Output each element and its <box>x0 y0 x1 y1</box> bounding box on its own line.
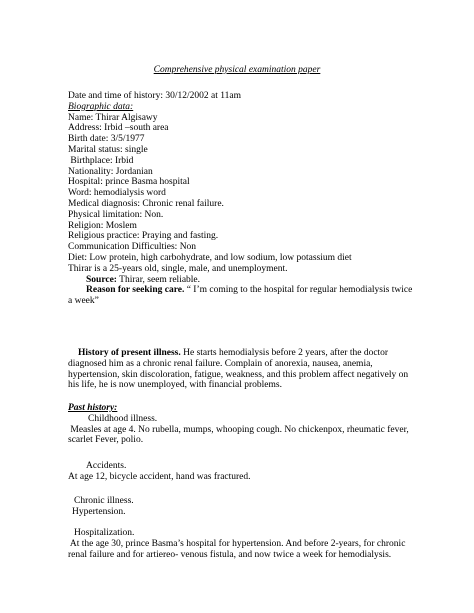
childhood-label: Childhood illness. <box>88 413 158 424</box>
hpi-text: He starts hemodialysis before 2 years, after the doctor <box>180 348 389 358</box>
document-title: Comprehensive physical examination paper <box>153 65 321 75</box>
childhood-line: Measles at age 4. No rubella, mumps, whooping cough. No chickenpox, rheumatic fever, <box>68 424 409 435</box>
hpi-first-line <box>68 348 418 359</box>
hpi-line: hypertension, skin discoloration, fatigue, weakness, and this problem affect negatively on <box>68 369 409 380</box>
chronic-label: Chronic illness. <box>74 496 134 506</box>
bio-line: Address: Irbid –south area <box>68 123 169 134</box>
accidents-label: Accidents. <box>86 461 127 471</box>
hospitalization-section <box>68 528 418 560</box>
past-history-heading: Past history: <box>68 403 118 413</box>
present-illness-section <box>68 348 418 391</box>
bio-line: Word: hemodialysis word <box>68 188 166 199</box>
accidents-text: At age 12, bicycle accident, hand was fractured. <box>68 471 251 482</box>
chronic-section <box>68 496 418 518</box>
reason-text: “ I’m coming to the hospital for regular hemodialysis twice <box>184 285 413 296</box>
biographic-heading: Biographic data: <box>68 101 134 112</box>
source-label: Source: <box>86 274 117 285</box>
past-history-section <box>68 403 418 446</box>
source-text: Thirar, seem reliable. <box>116 274 201 285</box>
bio-line: Nationality: Jordanian <box>68 166 153 177</box>
bio-line: Name: Thirar Algisawy <box>68 112 158 123</box>
bio-line: Physical limitation: Non. <box>68 209 164 220</box>
reason-label: Reason for seeking care. <box>86 285 185 296</box>
childhood-line: scarlet Fever, polio. <box>68 435 144 446</box>
source-line <box>68 275 418 286</box>
hospitalization-label: Hospitalization. <box>74 528 135 538</box>
reason-line-continued: a week” <box>68 296 99 307</box>
hospitalization-line: renal failure and for artiereo- venous fistula, and now twice a week for hemodialysis. <box>68 549 392 560</box>
hpi-line: diagnosed him as a chronic renal failure. Complain of anorexia, nausea, anemia, <box>68 358 373 369</box>
bio-line: Medical diagnosis: Chronic renal failure. <box>68 198 224 209</box>
bio-line: Birth date: 3/5/1977 <box>68 134 145 145</box>
history-date: Date and time of history: 30/12/2002 at 11am <box>68 91 241 101</box>
bio-line: Thirar is a 25-years old, single, male, and unemployment. <box>68 263 288 274</box>
hpi-label: History of present illness. <box>78 348 181 358</box>
bio-line: Marital status: single <box>68 144 148 155</box>
bio-line: Diet: Low protein, high carbohydrate, and low sodium, low potassium diet <box>68 252 352 263</box>
chronic-text: Hypertension. <box>72 506 126 517</box>
bio-line: Birthplace: Irbid <box>68 155 134 166</box>
bio-line: Communication Difficulties: Non <box>68 242 197 253</box>
hpi-line: his life, he is now unemployed, with financial problems. <box>68 380 282 391</box>
reason-line <box>68 285 418 296</box>
biographic-section <box>68 91 418 307</box>
bio-line: Religion: Moslem <box>68 220 137 231</box>
hospitalization-line: At the age 30, prince Basma’s hospital for hypertension. And before 2-years, for chronic <box>68 538 406 549</box>
bio-line: Religious practice: Praying and fasting. <box>68 231 219 242</box>
bio-line: Hospital: prince Basma hospital <box>68 177 190 188</box>
accidents-section <box>68 461 418 483</box>
